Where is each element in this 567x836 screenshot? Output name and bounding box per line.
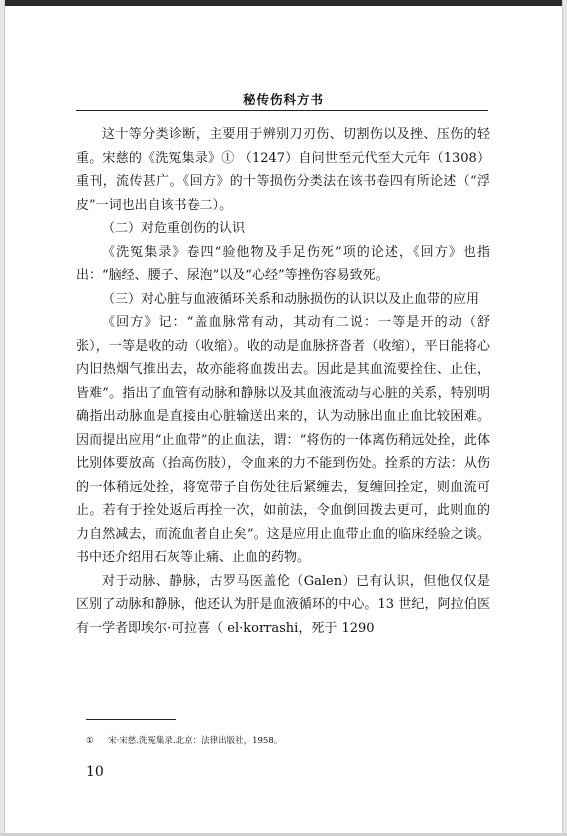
footnote-marker: ① [86,736,94,746]
paragraph-classification: 这十等分类诊断，主要用于辨别刀刃伤、切割伤以及挫、压伤的轻重。宋慈的《洗冤集录》① （1247）自问世至元代至大元年（1308）重刊，流传甚广。《回方》的十等损伤分类法在该书卷四有所论述（“浮皮”一词也出自该书卷二）。 [76,127,490,213]
running-title: 秘传伤科方书 [242,92,324,107]
page-number: 10 [86,764,104,780]
scan-left-edge [0,0,5,836]
footnote [86,735,486,747]
paragraph-tourniquet: 《回方》记：“盖血脉常有动，其动有二说：一等是开的动（舒张），一等是收的动（收缩）。收的动是血脉挤沓者（收缩），平日能将心内旧热烟气推出去，故亦能将血拨出去。因此是其血流要拴住、止住，皆难”。指出了血管有动脉和静脉以及其血液流动与心脏的关系，特别明确指出动脉血是直接由心脏输送出来的，认为动脉出血止血比较困难。因而提出应用“止血带”的止血法，谓：“将伤的一体离伤稍远处拴，此体比别体要放高（抬高伤肢），令血来的力不能到伤处。拴系的方法：从伤的一体稍远处拴，将宽带子自伤处往后紧缠去，复缠回拴定，则血流可止。若有于拴处返后再拴一次，如前法，令血倒回拨去更可，此则血的力自然减去，而流血者自止矣”。这是应用止血带止血的临床经验之谈。书中还介绍用石灰等止痛、止血的药物。 [76,315,490,565]
scan-top-edge [0,0,567,6]
scan-right-edge [562,0,567,836]
footnote-text: 宋·宋慈.洗冤集录.北京：法律出版社，1958。 [108,736,283,746]
body-text [76,123,490,640]
paragraph-arteries-veins: 对于动脉、静脉，古罗马医盖伦（Galen）已有认识，但他仅仅是区别了动脉和静脉，他还认为肝是血液循环的中心。13 世纪，阿拉伯医有一学者即埃尔·可拉喜（ el·korrashi，死于 1290 [76,573,490,636]
footnote-rule [86,719,176,720]
header-rule [76,110,488,111]
section-heading-heart-circulation: （三）对心脏与血液循环关系和动脉损伤的认识以及止血带的应用 [102,291,480,307]
section-heading-critical-injury: （二）对危重创伤的认识 [102,221,246,236]
paragraph-critical-injury: 《洗冤集录》卷四“验他物及手足伤死”项的论述，《回方》也指出：“脑经、腰子、尿泡”以及“心经”等挫伤容易致死。 [76,244,490,283]
